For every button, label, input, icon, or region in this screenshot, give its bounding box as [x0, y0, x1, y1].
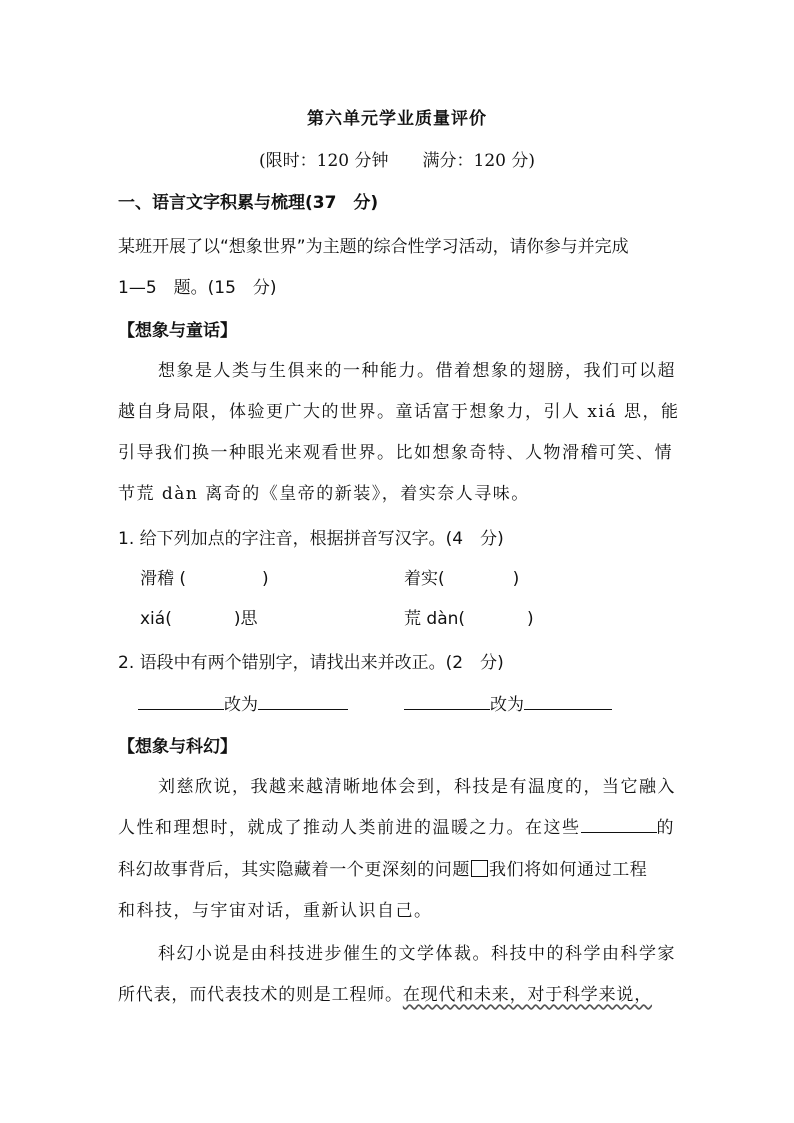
q1-item-c	[140, 604, 257, 629]
question1-stem: 1. 给下列加点的字注音，根据拼音写汉字。(4 分)	[118, 529, 504, 549]
part2-para1-line3-text: 科幻故事背后，其实隐藏着一个更深刻的问题	[118, 860, 470, 880]
q1-item-b-label: 着实(	[404, 569, 445, 589]
part2-para1-line2-text: 人性和理想时，就成了推动人类前进的温暖之力。在这些	[118, 818, 581, 838]
q1-item-d-close: )	[527, 609, 534, 629]
q2-change-to-1: 改为	[224, 695, 258, 715]
section1-heading: 一、语言文字积累与梳理(37 分)	[118, 193, 379, 213]
part1-para-line1: 想象是人类与生俱来的一种能力。借着想象的翅膀，我们可以超	[158, 361, 676, 381]
part2-para1-line3-end: 我们将如何通过工程	[489, 860, 648, 880]
page-title: 第六单元学业质量评价	[307, 109, 487, 129]
q2-blank-correct-1[interactable]	[258, 695, 348, 710]
part2-para2-line2	[118, 980, 652, 1005]
q1-item-a-label: 滑稽 (	[140, 569, 187, 589]
part1-para-line3: 引导我们换一种眼光来观看世界。比如想象奇特、人物滑稽可笑、情	[118, 443, 673, 463]
part1-heading: 【想象与童话】	[118, 321, 237, 341]
part2-para1-line4: 和科技，与宇宙对话，重新认识自己。	[118, 901, 433, 921]
part2-para1-line2-end: 的	[656, 818, 675, 838]
part2-para1-line3	[118, 855, 647, 880]
part1-para-line4: 节荒 dàn 离奇的《皇帝的新装》，着实奈人寻味。	[118, 484, 530, 504]
q2-blank-correct-2[interactable]	[524, 695, 612, 710]
section1-intro-line2: 1—5 题。(15 分)	[118, 278, 277, 298]
q2-answer-row-1	[138, 690, 348, 715]
q2-blank-wrong-1[interactable]	[138, 695, 224, 710]
section1-intro-line1: 某班开展了以“想象世界”为主题的综合性学习活动，请你参与并完成	[118, 237, 629, 257]
q2-blank-wrong-2[interactable]	[404, 695, 490, 710]
q1-item-a-close: )	[262, 569, 269, 589]
wavy-underlined-sentence: 在现代和未来，对于科学来说，	[402, 985, 653, 1005]
q1-item-a	[140, 564, 269, 589]
exam-subtitle: (限时：120 分钟 满分：120 分)	[259, 151, 535, 171]
q1-item-b-close: )	[512, 569, 520, 589]
part1-para-line2: 越自身局限，体验更广大的世界。童话富于想象力，引人 xiá 思，能	[118, 402, 680, 422]
part2-para1-line2	[118, 813, 675, 838]
q1-item-c-close: )思	[233, 609, 258, 629]
part2-para1-line1: 刘慈欣说，我越来越清晰地体会到，科技是有温度的，当它融入	[158, 777, 676, 797]
q1-item-c-label: xiá(	[140, 609, 172, 629]
part2-heading: 【想象与科幻】	[118, 737, 237, 757]
part2-para2-line2-text: 所代表，而代表技术的则是工程师。	[118, 985, 403, 1005]
q2-answer-row-2	[404, 690, 612, 715]
part2-para2-line1: 科幻小说是由科技进步催生的文学体裁。科技中的科学由科学家	[158, 944, 676, 964]
punctuation-box[interactable]	[471, 860, 488, 877]
q2-change-to-2: 改为	[490, 695, 524, 715]
question2-stem: 2. 语段中有两个错别字，请找出来并改正。(2 分)	[118, 653, 504, 673]
q1-item-d-label: 荒 dàn(	[404, 609, 466, 629]
q1-item-d	[404, 604, 534, 629]
part2-fill-blank[interactable]	[581, 818, 657, 833]
q1-item-b	[404, 564, 519, 589]
